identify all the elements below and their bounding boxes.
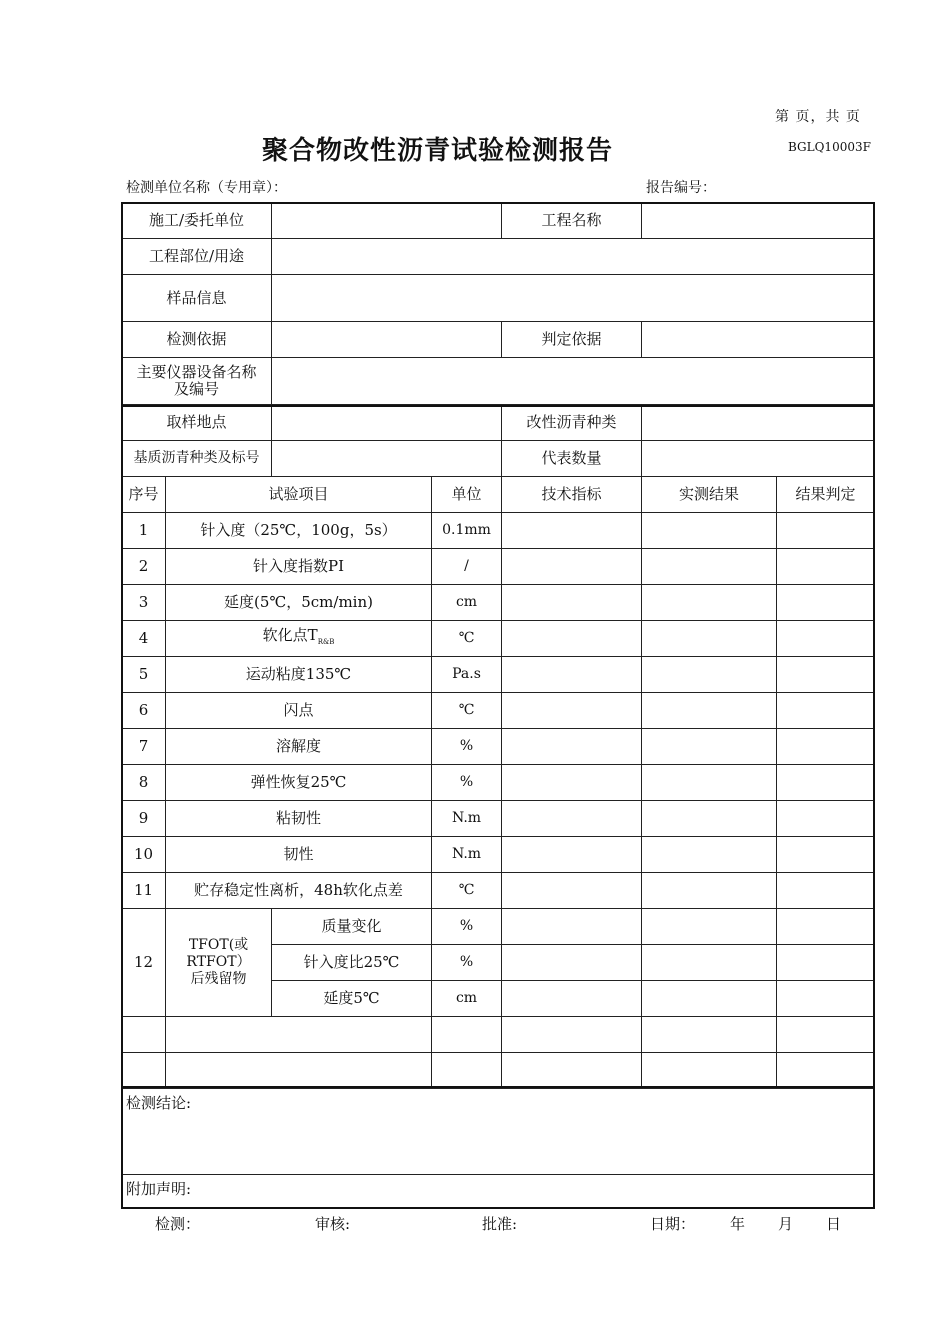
test-basis-value[interactable]: [272, 322, 502, 358]
row-no: 7: [122, 729, 166, 765]
row-no: 9: [122, 801, 166, 837]
empty-cell[interactable]: [166, 1053, 432, 1089]
info-row-sampling: [122, 405, 875, 441]
base-type-label: 基质沥青种类及标号: [122, 441, 272, 477]
row-result[interactable]: [642, 873, 777, 909]
row-spec[interactable]: [502, 837, 642, 873]
row-unit: ℃: [432, 693, 502, 729]
row-result[interactable]: [642, 585, 777, 621]
row-item-subscript: R&B: [317, 637, 335, 646]
row-unit: ℃: [432, 873, 502, 909]
row-item: 粘韧性: [166, 801, 432, 837]
footer-reviewer: 审核:: [315, 1215, 351, 1233]
conclusion-row: [122, 1089, 875, 1175]
empty-cell[interactable]: [122, 1053, 166, 1089]
footer-approver: 批准:: [482, 1215, 518, 1233]
row-unit: %: [432, 909, 502, 945]
client-label: 施工/委托单位: [122, 203, 272, 239]
base-type-value[interactable]: [272, 441, 502, 477]
info-row-equipment: [122, 358, 875, 405]
row-result[interactable]: [642, 765, 777, 801]
report-table: [121, 202, 875, 1209]
tfot-group-line2: RTFOT）: [186, 954, 251, 970]
table-row: [122, 585, 875, 621]
table-row: [122, 621, 875, 657]
row-unit: N.m: [432, 837, 502, 873]
tfot-group-label: [166, 909, 272, 1017]
empty-cell[interactable]: [777, 1017, 875, 1053]
row-unit: N.m: [432, 801, 502, 837]
info-row-sample: [122, 275, 875, 322]
row-no: 5: [122, 657, 166, 693]
table-row: [122, 549, 875, 585]
empty-cell[interactable]: [502, 1053, 642, 1089]
declaration-label: 附加声明:: [126, 1180, 192, 1198]
row-judgement[interactable]: [777, 549, 875, 585]
row-spec[interactable]: [502, 549, 642, 585]
row-unit: cm: [432, 585, 502, 621]
row-item: 韧性: [166, 837, 432, 873]
row-item: 贮存稳定性离析，48h软化点差: [166, 873, 432, 909]
row-no: 10: [122, 837, 166, 873]
equipment-label: [122, 358, 272, 405]
row-no: 12: [122, 909, 166, 1017]
row-judgement[interactable]: [777, 513, 875, 549]
judge-basis-value[interactable]: [642, 322, 875, 358]
project-part-value[interactable]: [272, 239, 875, 275]
row-spec[interactable]: [502, 729, 642, 765]
table-row: [122, 873, 875, 909]
row-item: 闪点: [166, 693, 432, 729]
row-result[interactable]: [642, 801, 777, 837]
sample-info-label: 样品信息: [122, 275, 272, 322]
project-part-label: 工程部位/用途: [122, 239, 272, 275]
table-row: [122, 909, 875, 945]
row-judgement[interactable]: [777, 981, 875, 1017]
sampling-site-label: 取样地点: [122, 405, 272, 441]
page-info: 第 页，共 页: [775, 109, 861, 125]
row-judgement[interactable]: [777, 837, 875, 873]
row-result[interactable]: [642, 945, 777, 981]
row-item: 弹性恢复25℃: [166, 765, 432, 801]
row-item: 运动粘度135℃: [166, 657, 432, 693]
row-unit: %: [432, 729, 502, 765]
row-result[interactable]: [642, 729, 777, 765]
row-item-text: 软化点T: [262, 625, 318, 644]
row-spec[interactable]: [502, 693, 642, 729]
row-spec[interactable]: [502, 513, 642, 549]
row-spec[interactable]: [502, 621, 642, 657]
row-item: 溶解度: [166, 729, 432, 765]
row-unit: ℃: [432, 621, 502, 657]
row-item: 延度5℃: [272, 981, 432, 1017]
equipment-label-line1: 主要仪器设备名称: [136, 363, 257, 381]
empty-cell[interactable]: [502, 1017, 642, 1053]
header-result: 实测结果: [642, 477, 777, 513]
info-row-project-part: [122, 239, 875, 275]
row-unit: cm: [432, 981, 502, 1017]
footer-tester: 检测：: [155, 1215, 201, 1233]
row-judgement[interactable]: [777, 693, 875, 729]
empty-cell[interactable]: [432, 1053, 502, 1089]
row-judgement[interactable]: [777, 909, 875, 945]
row-judgement[interactable]: [777, 945, 875, 981]
row-spec[interactable]: [502, 945, 642, 981]
row-spec[interactable]: [502, 657, 642, 693]
empty-cell[interactable]: [642, 1053, 777, 1089]
info-row-base: [122, 441, 875, 477]
row-spec[interactable]: [502, 909, 642, 945]
equipment-label-line2: 及编号: [174, 380, 220, 398]
modified-type-value[interactable]: [642, 405, 875, 441]
rep-qty-value[interactable]: [642, 441, 875, 477]
row-spec[interactable]: [502, 981, 642, 1017]
table-row: [122, 657, 875, 693]
row-result[interactable]: [642, 909, 777, 945]
project-name-value[interactable]: [642, 203, 875, 239]
judge-basis-label: 判定依据: [502, 322, 642, 358]
info-row-client: [122, 203, 875, 239]
empty-cell[interactable]: [642, 1017, 777, 1053]
row-spec[interactable]: [502, 765, 642, 801]
footer-year: 年: [730, 1215, 746, 1233]
row-judgement[interactable]: [777, 585, 875, 621]
row-spec[interactable]: [502, 873, 642, 909]
row-judgement[interactable]: [777, 873, 875, 909]
row-item: 针入度指数PI: [166, 549, 432, 585]
header-item: 试验项目: [166, 477, 432, 513]
row-unit: 0.1mm: [432, 513, 502, 549]
report-title: 聚合物改性沥青试验检测报告: [262, 136, 614, 166]
row-no: 2: [122, 549, 166, 585]
empty-cell[interactable]: [122, 1017, 166, 1053]
empty-cell[interactable]: [432, 1017, 502, 1053]
unit-name-label: 检测单位名称（专用章）：: [126, 180, 287, 196]
info-row-basis: [122, 322, 875, 358]
row-result[interactable]: [642, 657, 777, 693]
header-no: 序号: [122, 477, 166, 513]
declaration-row: [122, 1175, 875, 1209]
empty-row: [122, 1053, 875, 1089]
row-no: 6: [122, 693, 166, 729]
row-unit: /: [432, 549, 502, 585]
table-row: [122, 513, 875, 549]
rep-qty-label: 代表数量: [502, 441, 642, 477]
tfot-group-line1: TFOT(或: [188, 937, 249, 953]
row-judgement[interactable]: [777, 765, 875, 801]
tfot-group-line3: 后残留物: [190, 971, 247, 987]
row-item: 针入度比25℃: [272, 945, 432, 981]
declaration-cell[interactable]: [122, 1175, 875, 1209]
table-header-row: [122, 477, 875, 513]
header-unit: 单位: [432, 477, 502, 513]
row-unit: Pa.s: [432, 657, 502, 693]
footer-month: 月: [778, 1215, 794, 1233]
row-item: [166, 621, 432, 657]
table-row: [122, 729, 875, 765]
row-unit: %: [432, 945, 502, 981]
test-basis-label: 检测依据: [122, 322, 272, 358]
row-judgement[interactable]: [777, 621, 875, 657]
table-row: [122, 765, 875, 801]
row-result[interactable]: [642, 549, 777, 585]
table-row: [122, 693, 875, 729]
equipment-value[interactable]: [272, 358, 875, 405]
row-result[interactable]: [642, 621, 777, 657]
footer-date-label: 日期：: [650, 1215, 696, 1233]
table-row: [122, 837, 875, 873]
conclusion-label: 检测结论:: [126, 1094, 192, 1112]
row-no: 1: [122, 513, 166, 549]
row-no: 3: [122, 585, 166, 621]
empty-cell[interactable]: [777, 1053, 875, 1089]
client-value[interactable]: [272, 203, 502, 239]
row-item: 质量变化: [272, 909, 432, 945]
row-no: 4: [122, 621, 166, 657]
sampling-site-value[interactable]: [272, 405, 502, 441]
row-item: 延度(5℃，5cm/min): [166, 585, 432, 621]
row-spec[interactable]: [502, 801, 642, 837]
footer-day: 日: [826, 1215, 842, 1233]
row-result[interactable]: [642, 513, 777, 549]
row-judgement[interactable]: [777, 729, 875, 765]
header-judgement: 结果判定: [777, 477, 875, 513]
conclusion-cell[interactable]: [122, 1089, 875, 1175]
form-code: BGLQ10003F: [788, 140, 871, 154]
row-result[interactable]: [642, 693, 777, 729]
row-spec[interactable]: [502, 585, 642, 621]
header-spec: 技术指标: [502, 477, 642, 513]
project-name-label: 工程名称: [502, 203, 642, 239]
row-no: 8: [122, 765, 166, 801]
empty-row: [122, 1017, 875, 1053]
row-no: 11: [122, 873, 166, 909]
row-result[interactable]: [642, 981, 777, 1017]
empty-cell[interactable]: [166, 1017, 432, 1053]
row-item: 针入度（25℃，100g，5s）: [166, 513, 432, 549]
row-result[interactable]: [642, 837, 777, 873]
row-judgement[interactable]: [777, 657, 875, 693]
sample-info-value[interactable]: [272, 275, 875, 322]
modified-type-label: 改性沥青种类: [502, 405, 642, 441]
table-row: [122, 801, 875, 837]
row-unit: %: [432, 765, 502, 801]
report-number-label: 报告编号：: [646, 180, 716, 196]
row-judgement[interactable]: [777, 801, 875, 837]
